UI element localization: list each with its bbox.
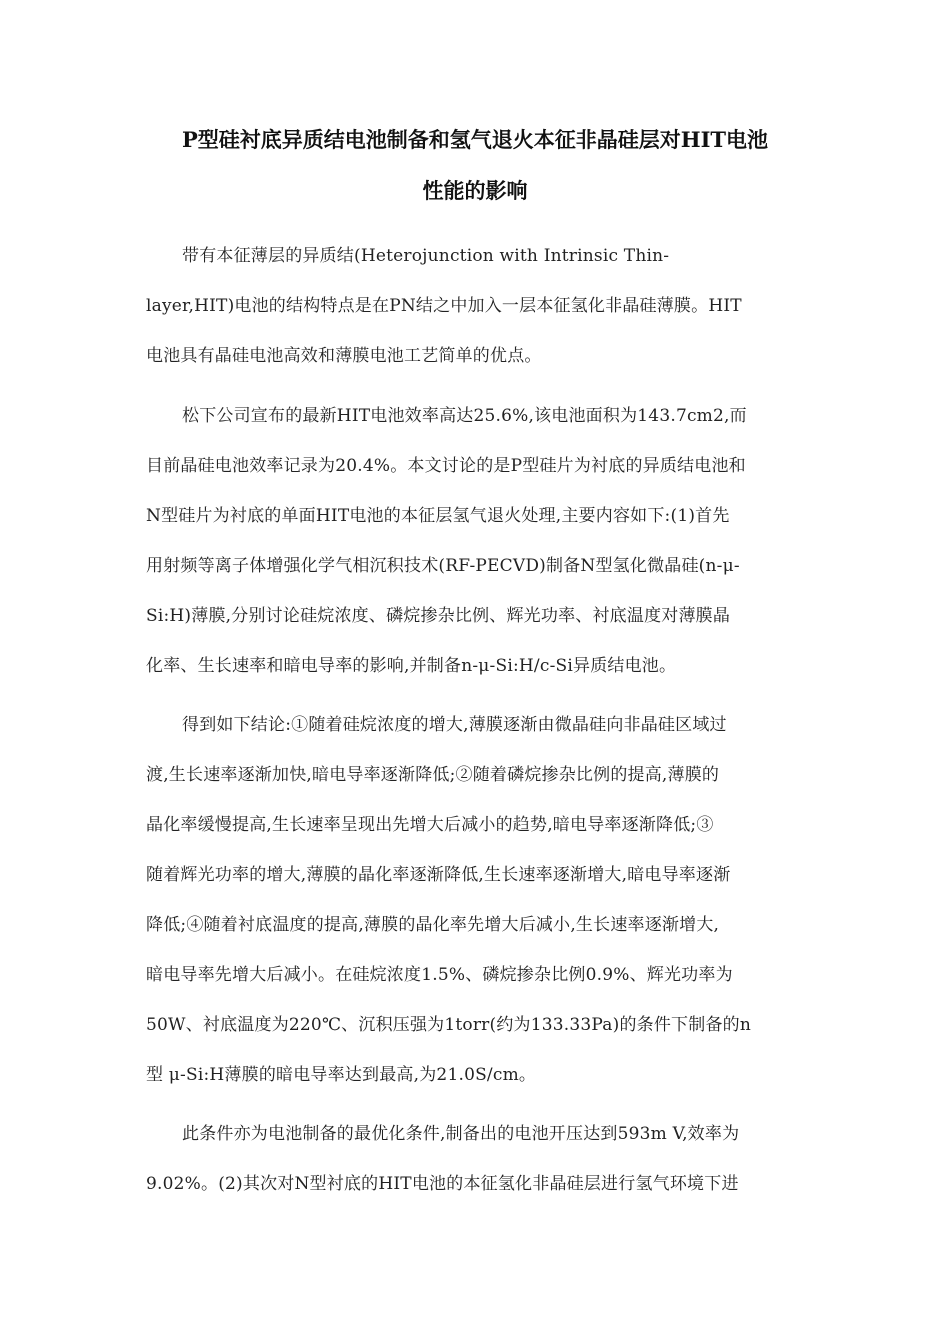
document-title-line-2: 性能的影响 bbox=[422, 178, 528, 203]
document-title-line-1: P型硅衬底异质结电池制备和氢气退火本征非晶硅层对HIT电池 bbox=[181, 127, 769, 152]
paragraph-2-line-1: 松下公司宣布的最新HIT电池效率高达25.6%,该电池面积为143.7cm2,而 bbox=[182, 406, 747, 426]
paragraph-3-line-6: 暗电导率先增大后减小。在硅烷浓度1.5%、磷烷掺杂比例0.9%、辉光功率为 bbox=[146, 965, 733, 985]
paragraph-2-line-2: 目前晶硅电池效率记录为20.4%。本文讨论的是P型硅片为衬底的异质结电池和 bbox=[146, 456, 746, 476]
paragraph-3-line-7: 50W、衬底温度为220℃、沉积压强为1torr(约为133.33Pa)的条件下制备的n bbox=[146, 1015, 752, 1035]
paragraph-3-line-3: 晶化率缓慢提高,生长速率呈现出先增大后减小的趋势,暗电导率逐渐降低;③ bbox=[146, 815, 714, 835]
paragraph-3-line-5: 降低;④随着衬底温度的提高,薄膜的晶化率先增大后减小,生长速率逐渐增大, bbox=[146, 915, 720, 935]
paragraph-4-line-1: 此条件亦为电池制备的最优化条件,制备出的电池开压达到593m V,效率为 bbox=[182, 1124, 740, 1144]
paragraph-3-line-2: 渡,生长速率逐渐加快,暗电导率逐渐降低;②随着磷烷掺杂比例的提高,薄膜的 bbox=[146, 765, 720, 785]
paragraph-3-line-8: 型 μ-Si:H薄膜的暗电导率达到最高,为21.0S/cm。 bbox=[146, 1065, 537, 1085]
paragraph-3-line-1: 得到如下结论:①随着硅烷浓度的增大,薄膜逐渐由微晶硅向非晶硅区域过 bbox=[182, 715, 727, 735]
paragraph-2-line-3: N型硅片为衬底的单面HIT电池的本征层氢气退火处理,主要内容如下:(1)首先 bbox=[146, 506, 730, 526]
paragraph-2-line-6: 化率、生长速率和暗电导率的影响,并制备n-μ-Si:H/c-Si异质结电池。 bbox=[146, 656, 677, 676]
paragraph-2-line-4: 用射频等离子体增强化学气相沉积技术(RF-PECVD)制备N型氢化微晶硅(n-μ- bbox=[146, 556, 740, 576]
paragraph-3-line-4: 随着辉光功率的增大,薄膜的晶化率逐渐降低,生长速率逐渐增大,暗电导率逐渐 bbox=[146, 865, 731, 885]
paragraph-4-line-2: 9.02%。(2)其次对N型衬底的HIT电池的本征氢化非晶硅层进行氢气环境下进 bbox=[146, 1174, 739, 1194]
paragraph-2-line-5: Si:H)薄膜,分别讨论硅烷浓度、磷烷掺杂比例、辉光功率、衬底温度对薄膜晶 bbox=[146, 606, 731, 626]
paragraph-1-line-2: layer,HIT)电池的结构特点是在PN结之中加入一层本征氢化非晶硅薄膜。HIT bbox=[146, 296, 742, 316]
paragraph-1-line-3: 电池具有晶硅电池高效和薄膜电池工艺简单的优点。 bbox=[146, 346, 542, 366]
paragraph-1-line-1: 带有本征薄层的异质结(Heterojunction with Intrinsic Thin- bbox=[182, 246, 670, 266]
